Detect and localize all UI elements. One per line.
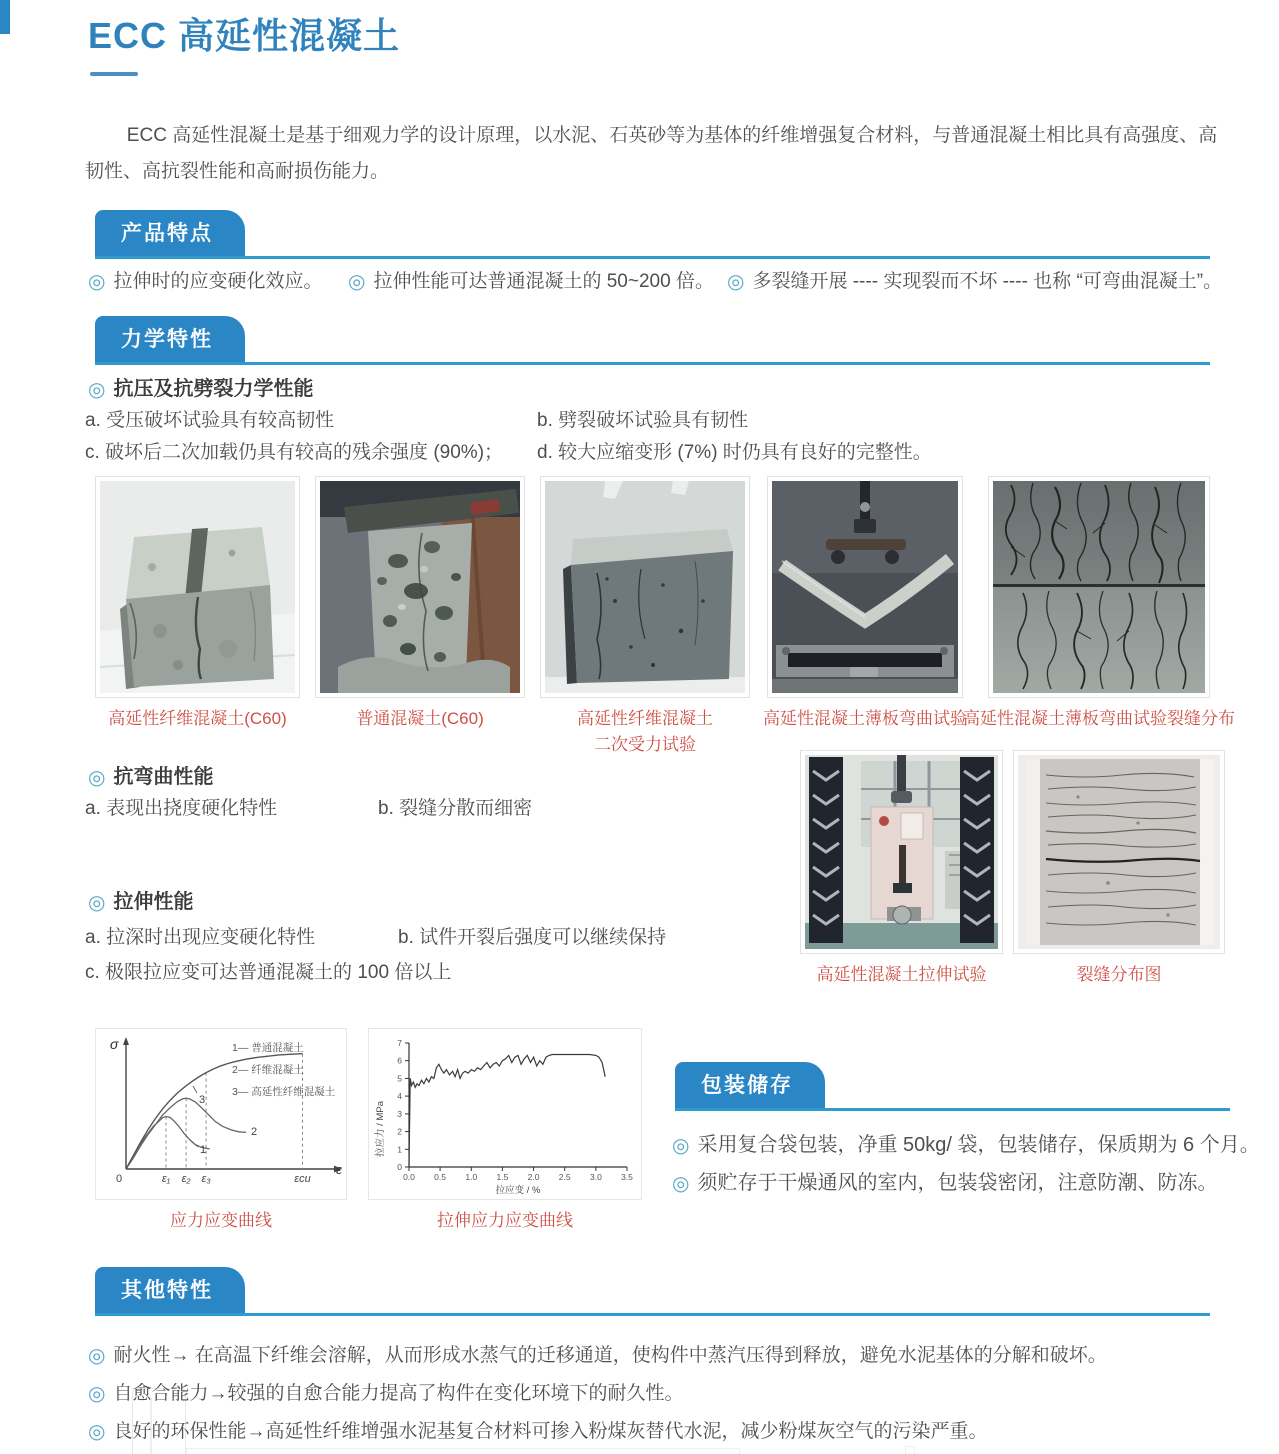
chart-caption: 拉伸应力应变曲线 [437,1211,573,1230]
feature-item-3 [727,266,1222,293]
figure-caption: 高延性混凝土薄板弯曲试验裂缝分布 [963,709,1235,728]
packaging-text-2: 须贮存于干燥通风的室内，包装袋密闭，注意防潮、防冻。 [697,1172,1218,1194]
figure-caption: 高延性混凝土薄板弯曲试验 [763,709,967,728]
figure-ecc-cube [95,476,300,732]
x-axis-label: ε [336,1162,342,1177]
compression-item-c: c. 破坏后二次加载仍具有较高的残余强度 (90%)； [85,442,504,463]
page-title: ECC 高延性混凝土 [88,15,401,56]
y-tick: 0 [397,1162,402,1172]
watermark-mark [905,1446,915,1454]
figure-plate-bending-test [763,476,967,732]
photo-bending-crack-distribution [993,481,1205,693]
ring-bullet-icon: ◎ [88,1345,106,1367]
title-underline [90,72,138,76]
y-tick: 3 [397,1108,402,1119]
section-other [95,1267,1210,1316]
packaging-text-1: 采用复合袋包装，净重 50kg/ 袋，包装储存，保质期为 6 个月。 [697,1134,1260,1156]
y-tick: 4 [397,1091,402,1102]
other-item-3 [88,1416,1223,1443]
section-tab-label: 力学特性 [121,328,213,351]
photo-ecc-secondary-load-test [545,481,745,693]
y-tick: 5 [397,1073,402,1084]
tension-title: ◎ 拉伸性能 [88,891,194,914]
section-mechanical [95,316,1210,365]
section-rule [95,256,1210,259]
x-tick: 2.5 [558,1172,571,1182]
x-axis-label: 拉应变 / % [495,1185,541,1196]
feature-text-2: 拉伸性能可达普通混凝土的 50~200 倍。 [373,271,714,292]
origin-label: 0 [116,1173,123,1185]
other-text-2: 自愈合能力→较强的自愈合能力提高了构件在变化环境下的耐久性。 [113,1383,684,1404]
section-tab-label: 产品特点 [121,222,213,245]
stress-strain-schematic-chart [96,1029,346,1199]
figure-ordinary-concrete [315,476,525,732]
marker-label-e2: ε₂ [181,1173,191,1185]
figure-caption: 高延性纤维混凝土(C60) [108,709,287,728]
y-tick: 6 [397,1055,402,1066]
feature-text-1: 拉伸时的应变硬化效应。 [113,271,323,292]
ring-bullet-icon: ◎ [672,1135,690,1157]
intro-paragraph: ECC 高延性混凝土是基于细观力学的设计原理，以水泥、石英砂等为基体的纤维增强复合材料，与普通混凝土相比具有高强度、高韧性、高抗裂性能和高耐损伤能力。 [85,125,1218,182]
figure-tensile-stress-strain-chart [368,1028,642,1234]
bending-item-a: a. 表现出挠度硬化特性 [85,798,278,819]
curve-label-2: 2 [251,1126,258,1138]
legend-entry-2: 2— 纤维混凝土 [232,1064,304,1076]
ring-bullet-icon: ◎ [88,1421,106,1443]
marker-label-ecu: εcu [294,1173,311,1185]
ring-bullet-icon: ◎ [672,1173,690,1195]
marker-label-e3: ε₃ [201,1173,211,1185]
ring-bullet-icon: ◎ [88,1383,106,1405]
other-text-3: 良好的环保性能→高延性纤维增强水泥基复合材料可掺入粉煤灰替代水泥，减少粉煤灰空气的污染严重。 [113,1421,988,1442]
section-features [95,210,1210,259]
tension-item-a: a. 拉深时出现应变硬化特性 [85,927,316,948]
feature-item-2 [348,266,714,293]
tension-item-b: b. 试件开裂后强度可以继续保持 [398,927,667,948]
compression-item-b: b. 劈裂破坏试验具有韧性 [537,410,749,431]
y-axis-label: σ [110,1036,119,1052]
section-tab-label: 包装储存 [701,1074,793,1097]
section-packaging [675,1062,1230,1111]
ring-bullet-icon: ◎ [88,379,106,401]
legend-entry-1: 1— 普通混凝土 [232,1042,304,1054]
feature-text-3: 多裂缝开展 ---- 实现裂而不坏 ---- 也称 “可弯曲混凝土”。 [752,271,1223,292]
ring-bullet-icon: ◎ [727,271,745,293]
feature-item-1 [88,266,322,293]
ring-bullet-icon: ◎ [88,767,106,789]
figure-caption: 普通混凝土(C60) [356,709,484,728]
tension-item-c: c. 极限拉应变可达普通混凝土的 100 倍以上 [85,962,452,983]
section-tab-features [95,210,245,256]
section-tab-packaging [675,1062,825,1108]
x-tick: 1.5 [496,1172,509,1182]
packaging-item-2 [672,1166,1217,1195]
figure-caption: 裂缝分布图 [1076,965,1162,984]
tensile-stress-strain-chart [369,1029,641,1199]
photo-tensile-test-machine [805,755,998,949]
figure-caption [577,706,713,757]
watermark-outline [132,1388,186,1454]
section-rule [675,1108,1230,1111]
curve-label-1: 1 [200,1144,207,1156]
compression-item-a: a. 受压破坏试验具有较高韧性 [85,410,335,431]
ring-bullet-icon: ◎ [88,271,106,293]
packaging-item-1 [672,1128,1260,1157]
watermark-box [186,1448,740,1454]
photo-thin-plate-bending-test [772,481,958,693]
section-tab-mechanical [95,316,245,362]
section-tab-other [95,1267,245,1313]
curve-label-3: 3 [199,1094,206,1106]
y-tick: 1 [397,1144,402,1155]
x-tick: 0.5 [434,1172,447,1182]
legend-entry-3: 3— 高延性纤维混凝土 [232,1086,336,1098]
compression-item-d: d. 较大应缩变形 (7%) 时仍具有良好的完整性。 [537,442,932,463]
x-tick: 0.0 [403,1172,415,1182]
x-tick: 3.0 [589,1172,602,1182]
ring-bullet-icon: ◎ [348,271,366,293]
section-rule [95,1313,1210,1316]
section-tab-label: 其他特性 [121,1279,213,1302]
marker-label-e1: ε₁ [161,1173,171,1185]
other-text-1: 耐火性→ 在高温下纤维会溶解，从而形成水蒸气的迁移通道，使构件中蒸汽压得到释放，避免水泥基体的分解和破坏。 [113,1345,1107,1366]
x-tick: 1.0 [465,1172,478,1182]
photo-crack-distribution-plate [1018,755,1220,949]
bending-item-b: b. 裂缝分散而细密 [378,798,533,819]
other-item-1 [88,1340,1223,1367]
figure-stress-strain-chart [95,1028,347,1234]
y-tick: 2 [397,1126,402,1137]
chart-caption: 应力应变曲线 [170,1211,272,1230]
compression-title: ◎ 抗压及抗劈裂力学性能 [88,378,314,401]
watermark-line [150,1398,152,1454]
page-corner-accent [0,0,10,34]
figure-bending-crack-pattern [963,476,1235,732]
figure-crack-distribution [1013,750,1225,988]
figure-ecc-secondary-load [540,476,750,757]
figure-caption-line2: 二次受力试验 [594,734,696,754]
figure-caption-line1: 高延性纤维混凝土 [577,709,713,728]
y-tick: 7 [397,1038,402,1048]
other-item-2 [88,1378,1223,1405]
x-tick: 3.5 [621,1172,633,1182]
photo-ordinary-concrete-c60 [320,481,520,693]
x-tick: 2.0 [527,1172,540,1182]
photo-ecc-fiber-concrete-c60 [100,481,295,693]
section-rule [95,362,1210,365]
figure-caption: 高延性混凝土拉伸试验 [816,965,987,984]
y-axis-label: 拉应力 / MPa [375,1101,386,1157]
bending-title: ◎ 抗弯曲性能 [88,766,214,789]
ring-bullet-icon: ◎ [88,892,106,914]
figure-tensile-test-machine [800,750,1003,988]
